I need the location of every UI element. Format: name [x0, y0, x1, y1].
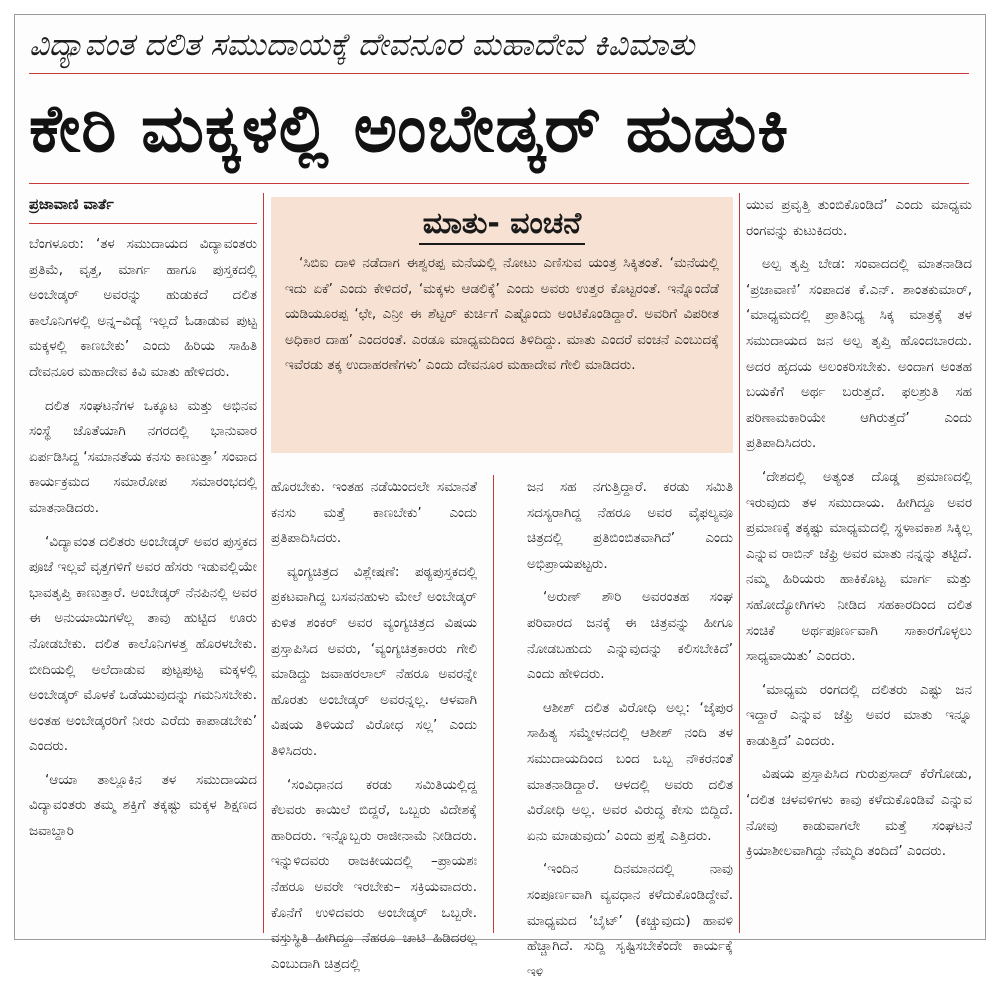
paragraph: ಅಲ್ಪ ತೃಪ್ತಿ ಬೇಡ: ಸಂವಾದದಲ್ಲಿ ಮಾತನಾಡಿದ ‘ಪ್ರಜಾವಾಣಿ’ ಸಂಪಾದಕ ಕೆ.ಎನ್. ಶಾಂತಕುಮಾರ್, ‘ಮಾಧ್ಯಮದಲ್ಲಿ ಪ್ರಾತಿನಿಧ್ಯ ಸಿಕ್ಕ ಮಾತ್ರಕ್ಕೆ ತಳ ಸಮುದಾಯದ ಜನ ಅಲ್ಪ ತೃಪ್ತಿ ಹೊಂದಬಾರದು. ಅದರ ಹೃದಯ ಅಲಂಕರಿಸಬೇಕು. ಅಂದಾಗ ಅಂತಹ ಬಯಕೆಗೆ ಅರ್ಥ ಬರುತ್ತದೆ. ಫಲಶ್ರುತಿ ಸಹ ಪರಿಣಾಮಕಾರಿಯೇ ಆಗಿರುತ್ತದೆ’ ಎಂದು ಪ್ರತಿಪಾದಿಸಿದರು. [746, 256, 972, 452]
kicker-headline: ವಿದ್ಯಾವಂತ ದಲಿತ ಸಮುದಾಯಕ್ಕೆ ದೇವನೂರ ಮಹಾದೇವ ಕಿವಿಮಾತು [29, 27, 695, 63]
kicker-rule [29, 73, 969, 74]
byline-rule [29, 223, 257, 224]
paragraph: ‘ಸಂವಿಧಾನದ ಕರಡು ಸಮಿತಿಯಲ್ಲಿದ್ದ ಕೆಲವರು ಕಾಯಿಲೆ ಬಿದ್ದರೆ, ಒಬ್ಬರು ವಿದೇಶಕ್ಕೆ ಹಾರಿದರು. ಇನ್ನೊಬ್ಬರು ರಾಜೀನಾಮೆ ನೀಡಿದರು. ಇನ್ನುಳಿದವರು ರಾಜಕೀಯದಲ್ಲಿ –ಪ್ರಾಯಶಃ ನೆಹರೂ ಅವರೇ ಇರಬೇಕು– ಸಕ್ರಿಯವಾದರು. ಕೊನೆಗೆ ಉಳಿದವರು ಅಂಬೇಡ್ಕರ್ ಒಬ್ಬರೇ. ವಸ್ತುಸ್ಥಿತಿ ಹೀಗಿದ್ದೂ ನೆಹರೂ ಚಾಟಿ ಹಿಡಿದರಲ್ಲ ಎಂಬುದಾಗಿ ಚಿತ್ರದಲ್ಲಿ [271, 776, 477, 972]
newspaper-clipping [14, 14, 986, 980]
article-column-2 [271, 475, 477, 977]
paragraph: ‘ಆಯಾ ತಾಲ್ಲೂಕಿನ ತಳ ಸಮುದಾಯದ ವಿದ್ಯಾವಂತರು ತಮ್ಮ ಶಕ್ತಿಗೆ ತಕ್ಕಷ್ಟು ಮಕ್ಕಳ ಶಿಕ್ಷಣದ ಜವಾಬ್ದಾರಿ [29, 771, 257, 840]
paragraph: ಆಶೀಶ್ ದಲಿತ ವಿರೋಧಿ ಅಲ್ಲ: ‘ಜೈಪುರ ಸಾಹಿತ್ಯ ಸಮ್ಮೇಳನದಲ್ಲಿ ಆಶೀಶ್ ನಂದಿ ತಳ ಸಮುದಾಯದಿಂದ ಬಂದ ಒಬ್ಬ ನೌಕರನಂತೆ ಮಾತನಾಡಿದ್ದಾರೆ. ಆಳದಲ್ಲಿ ಅವರು ದಲಿತ ವಿರೋಧಿ ಅಲ್ಲ. ಅವರ ವಿರುದ್ಧ ಕೇಸು ಬಿದ್ದಿದೆ. ಏನು ಮಾಡುವುದು’ ಎಂದು ಪ್ರಶ್ನೆ ಎತ್ತಿದರು. [527, 699, 733, 844]
paragraph: ಯುವ ಪ್ರವೃತ್ತಿ ತುಂಬಿಕೊಂಡಿದೆ’ ಎಂದು ಮಾಧ್ಯಮ ರಂಗವನ್ನು ಕುಟುಕಿದರು. [746, 197, 972, 239]
paragraph: ‘ಅರುಣ್ ಶೌರಿ ಅವರಂತಹ ಸಂಘ ಪರಿವಾರದ ಜನಕ್ಕೆ ಈ ಚಿತ್ರವನ್ನು ಹೀಗೂ ನೋಡಬಹುದು ಎನ್ನುವುದನ್ನು ಕಲಿಸಬೇಕಿದೆ’ ಎಂದು ಹೇಳಿದರು. [527, 589, 733, 683]
column-divider [263, 193, 264, 933]
article-column-1 [29, 193, 257, 845]
headline-rule [29, 183, 969, 184]
paragraph: ವ್ಯಂಗ್ಯಚಿತ್ರದ ವಿಶ್ಲೇಷಣೆ: ಪಠ್ಯಪುಸ್ತಕದಲ್ಲಿ ಪ್ರಕಟವಾಗಿದ್ದ ಬಸವನಹುಳು ಮೇಲೆ ಅಂಬೇಡ್ಕರ್ ಕುಳಿತ ಶಂಕರ್ ಅವರ ವ್ಯಂಗ್ಯಚಿತ್ರದ ವಿಷಯ ಪ್ರಸ್ತಾಪಿಸಿದ ಅವರು, ‘ವ್ಯಂಗ್ಯಚಿತ್ರಕಾರರು ಗೇಲಿ ಮಾಡಿದ್ದು ಜವಾಹರಲಾಲ್ ನೆಹರೂ ಅವರನ್ನೇ ಹೊರತು ಅಂಬೇಡ್ಕರ್ ಅವರನ್ನಲ್ಲ. ಆಳವಾಗಿ ವಿಷಯ ತಿಳಿಯದೆ ವಿರೋಧ ಸಲ್ಲ’ ಎಂದು ತಿಳಿಸಿದರು. [271, 563, 477, 759]
paragraph: ವಿಷಯ ಪ್ರಸ್ತಾಪಿಸಿದ ಗುರುಪ್ರಸಾದ್ ಕೆರೆಗೋಡು, ‘ದಲಿತ ಚಳವಳಿಗಳು ಕಾವು ಕಳೆದುಕೊಂಡಿವೆ ಎನ್ನುವ ನೋವು ಕಾಡುವಾಗಲೇ ಮತ್ತೆ ಸಂಘಟನೆ ಕ್ರಿಯಾಶೀಲವಾಗಿದ್ದು ನೆಮ್ಮದಿ ತಂದಿದೆ’ ಎಂದರು. [746, 766, 972, 860]
column-divider [739, 193, 740, 933]
sidebar-box-body: ‘ಸಿಬಿಐ ದಾಳಿ ನಡೆದಾಗ ಈಶ್ವರಪ್ಪ ಮನೆಯಲ್ಲಿ ನೋಟು ಎಣಿಸುವ ಯಂತ್ರ ಸಿಕ್ಕಿತಂತೆ. ‘ಮನೆಯಲ್ಲಿ ಇದು ಏಕೆ’ ಎಂದು ಕೇಳಿದರೆ, ‘ಮಕ್ಕಳು ಆಡಲಿಕ್ಕೆ’ ಎಂದು ಅವರು ಉತ್ತರ ಕೊಟ್ಟರಂತೆ. ಇನ್ನೊಂದೆಡೆ ಯಡಿಯೂರಪ್ಪ ‘ಛೇ, ಎನ್ರೀ ಈ ಶೆಟ್ಟರ್ ಕುರ್ಚಿಗೆ ಎಷ್ಟೊಂದು ಅಂಟಿಕೊಂಡಿದ್ದಾರೆ. ಅವರಿಗೆ ವಿಪರೀತ ಅಧಿಕಾರ ದಾಹ’ ಎಂದರಂತೆ. ಎರಡೂ ಮಾಧ್ಯಮದಿಂದ ತಿಳಿದಿದ್ದು. ಮಾತು ಎಂದರೆ ವಂಚನೆ ಎಂಬುದಕ್ಕೆ ಇವೆರಡು ತಕ್ಕ ಉದಾಹರಣೆಗಳು’ ಎಂದು ದೇವನೂರ ಮಹಾದೇವ ಗೇಲಿ ಮಾಡಿದರು. [285, 255, 719, 374]
paragraph: ಹೊರಬೇಕು. ಇಂತಹ ನಡೆಯಿಂದಲೇ ಸಮಾನತೆ ಕನಸು ಮತ್ತೆ ಕಾಣಬೇಕು’ ಎಂದು ಪ್ರತಿಪಾದಿಸಿದರು. [271, 479, 477, 547]
article-column-4 [746, 193, 972, 865]
byline: ಪ್ರಜಾವಾಣಿ ವಾರ್ತೆ [29, 197, 114, 213]
article-column-3 [527, 475, 733, 985]
paragraph: ‘ಇಂದಿನ ದಿನಮಾನದಲ್ಲಿ ನಾವು ಸಂಪೂರ್ಣವಾಗಿ ವ್ಯವಧಾನ ಕಳೆದುಕೊಂಡಿದ್ದೇವೆ. ಮಾಧ್ಯಮದ ‘ಬೈಟ್’ (ಕಚ್ಚುವುದು) ಹಾವಳಿ ಹೆಚ್ಚಾಗಿದೆ. ಸುದ್ದಿ ಸೃಷ್ಟಿಸಬೇಕೆಂದೇ ಕಾರ್ಯಕ್ಕೆ ಇಳಿ [527, 861, 733, 980]
main-headline: ಕೇರಿ ಮಕ್ಕಳಲ್ಲಿ ಅಂಬೇಡ್ಕರ್ ಹುಡುಕಿ [29, 90, 790, 167]
sidebar-box-title: ಮಾತು- ವಂಚನೆ [419, 205, 585, 245]
column-divider [493, 475, 494, 933]
sidebar-box [271, 197, 733, 453]
paragraph: ‘ದೇಶದಲ್ಲಿ ಅತ್ಯಂತ ದೊಡ್ಡ ಪ್ರಮಾಣದಲ್ಲಿ ಇರುವುದು ತಳ ಸಮುದಾಯ. ಹೀಗಿದ್ದೂ ಅವರ ಪ್ರಮಾಣಕ್ಕೆ ತಕ್ಕಷ್ಟು ಮಾಧ್ಯಮದಲ್ಲಿ ಸ್ಥಳಾವಕಾಶ ಸಿಕ್ಕಿಲ್ಲ ಎನ್ನುವ ರಾಬಿನ್ ಜೆಫ್ರಿ ಅವರ ಮಾತು ನನ್ನನ್ನು ತಟ್ಟಿದೆ. ನಮ್ಮ ಹಿರಿಯರು ಹಾಕಿಕೊಟ್ಟ ಮಾರ್ಗ ಮತ್ತು ಸಹೋದ್ಯೋಗಿಗಳು ನೀಡಿದ ಸಹಕಾರದಿಂದ ದಲಿತ ಸಂಚಿಕೆ ಅರ್ಥಪೂರ್ಣವಾಗಿ ಸಾಕಾರಗೊಳ್ಳಲು ಸಾಧ್ಯವಾಯಿತು’ ಎಂದರು. [746, 468, 972, 665]
paragraph: ದಲಿತ ಸಂಘಟನೆಗಳ ಒಕ್ಕೂಟ ಮತ್ತು ಅಭಿನವ ಸಂಸ್ಥೆ ಜೊತೆಯಾಗಿ ನಗರದಲ್ಲಿ ಭಾನುವಾರ ಏರ್ಪಡಿಸಿದ್ದ ‘ಸಮಾನತೆಯ ಕನಸು ಕಾಣುತ್ತಾ’ ಸಂವಾದ ಕಾರ್ಯಕ್ರಮದ ಸಮಾರೋಪ ಸಮಾರಂಭದಲ್ಲಿ ಮಾತನಾಡಿದರು. [29, 397, 257, 516]
paragraph: ಜನ ಸಹ ನಗುತ್ತಿದ್ದಾರೆ. ಕರಡು ಸಮಿತಿ ಸದಸ್ಯರಾಗಿದ್ದ ನೆಹರೂ ಅವರ ವೈಫಲ್ಯವೂ ಚಿತ್ರದಲ್ಲಿ ಪ್ರತಿಬಿಂಬಿತವಾಗಿದೆ’ ಎಂದು ಅಭಿಪ್ರಾಯಪಟ್ಟರು. [527, 479, 733, 572]
paragraph: ‘ವಿದ್ಯಾವಂತ ದಲಿತರು ಅಂಬೇಡ್ಕರ್ ಅವರ ಪುಸ್ತಕದ ಪೂಜೆ ಇಲ್ಲವೆ ವೃತ್ತಗಳಿಗೆ ಅವರ ಹೆಸರು ಇಡುವಲ್ಲಿಯೇ ಭಾವತೃಪ್ತಿ ಕಾಣುತ್ತಾರೆ. ಅಂಬೇಡ್ಕರ್ ನೆನಪಿನಲ್ಲಿ ಅವರ ಈ ಅನುಯಾಯಿಗಳೆಲ್ಲ ತಾವು ಹುಟ್ಟಿದ ಊರು ನೋಡಬೇಕು. ದಲಿತ ಕಾಲೊನಿಗಳತ್ತ ಹೊರಳಬೇಕು. ಬೀದಿಯಲ್ಲಿ ಅಲೆದಾಡುವ ಪುಟ್ಟಪುಟ್ಟ ಮಕ್ಕಳಲ್ಲಿ ಅಂಬೇಡ್ಕರ್ ಮೊಳಕೆ ಒಡೆಯುವುದನ್ನು ಗಮನಿಸಬೇಕು. ಅಂತಹ ಅಂಬೇಡ್ಕರರಿಗೆ ನೀರು ಎರೆದು ಕಾಪಾಡಬೇಕು’ ಎಂದರು. [29, 533, 257, 755]
paragraph: ಬೆಂಗಳೂರು: ‘ತಳ ಸಮುದಾಯದ ವಿದ್ಯಾವಂತರು ಪ್ರತಿಮೆ, ವೃತ್ತ, ಮಾರ್ಗ ಹಾಗೂ ಪುಸ್ತಕದಲ್ಲಿ ಅಂಬೇಡ್ಕರ್ ಅವರನ್ನು ಹುಡುಕದೆ ದಲಿತ ಕಾಲೊನಿಗಳಲ್ಲಿ ಅನ್ನ–ವಿದ್ಯೆ ಇಲ್ಲದೆ ಓಡಾಡುವ ಪುಟ್ಟ ಮಕ್ಕಳಲ್ಲಿ ಕಾಣಬೇಕು’ ಎಂದು ಹಿರಿಯ ಸಾಹಿತಿ ದೇವನೂರ ಮಹಾದೇವ ಕಿವಿ ಮಾತು ಹೇಳಿದರು. [29, 236, 257, 380]
paragraph: ‘ಮಾಧ್ಯಮ ರಂಗದಲ್ಲಿ ದಲಿತರು ಎಷ್ಟು ಜನ ಇದ್ದಾರೆ ಎನ್ನುವ ಜೆಫ್ರಿ ಅವರ ಮಾತು ಇನ್ನೂ ಕಾಡುತ್ತಿದೆ’ ಎಂದರು. [746, 681, 972, 749]
